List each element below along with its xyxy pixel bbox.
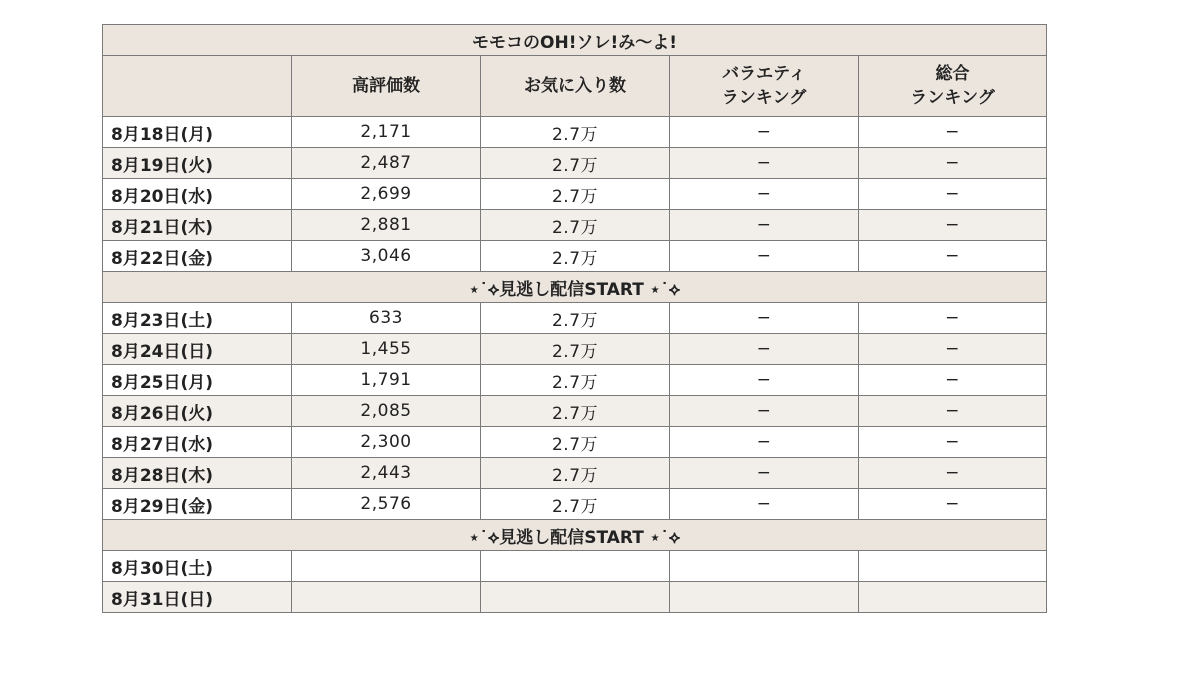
likes-cell: 1,455 [292, 334, 481, 365]
table-row [103, 148, 1047, 179]
table-row [103, 210, 1047, 241]
table-row [103, 396, 1047, 427]
overall-rank-cell: − [859, 303, 1047, 334]
likes-cell: 2,300 [292, 427, 481, 458]
table-body [103, 117, 1047, 613]
favorites-cell: 2.7万 [481, 303, 670, 334]
date-cell: 8月18日(月) [103, 117, 292, 148]
header-favorites: お気に入り数 [481, 56, 670, 117]
overall-rank-cell: − [859, 489, 1047, 520]
table-row [103, 334, 1047, 365]
overall-rank-cell: − [859, 117, 1047, 148]
divider-row [103, 272, 1047, 303]
variety-rank-cell: − [670, 427, 859, 458]
likes-cell: 2,443 [292, 458, 481, 489]
favorites-cell: 2.7万 [481, 179, 670, 210]
table-title: モモコのOH!ソレ!み〜よ! [103, 25, 1047, 56]
favorites-cell: 2.7万 [481, 334, 670, 365]
likes-cell [292, 551, 481, 582]
variety-rank-cell: − [670, 117, 859, 148]
favorites-cell: 2.7万 [481, 210, 670, 241]
likes-cell [292, 582, 481, 613]
variety-rank-cell: − [670, 210, 859, 241]
table-row [103, 489, 1047, 520]
date-cell: 8月20日(水) [103, 179, 292, 210]
favorites-cell: 2.7万 [481, 117, 670, 148]
overall-rank-cell [859, 551, 1047, 582]
variety-rank-cell: − [670, 148, 859, 179]
table-row [103, 427, 1047, 458]
favorites-cell: 2.7万 [481, 458, 670, 489]
table-row [103, 117, 1047, 148]
table-row [103, 365, 1047, 396]
overall-rank-cell: − [859, 458, 1047, 489]
variety-rank-cell: − [670, 334, 859, 365]
variety-rank-cell: − [670, 179, 859, 210]
likes-cell: 2,085 [292, 396, 481, 427]
overall-rank-cell: − [859, 148, 1047, 179]
date-cell: 8月27日(水) [103, 427, 292, 458]
header-likes: 高評価数 [292, 56, 481, 117]
variety-rank-cell [670, 582, 859, 613]
variety-rank-cell: − [670, 489, 859, 520]
favorites-cell: 2.7万 [481, 365, 670, 396]
overall-rank-cell: − [859, 210, 1047, 241]
overall-rank-cell: − [859, 179, 1047, 210]
header-date [103, 56, 292, 117]
likes-cell: 633 [292, 303, 481, 334]
date-cell: 8月21日(木) [103, 210, 292, 241]
divider-row [103, 520, 1047, 551]
date-cell: 8月24日(日) [103, 334, 292, 365]
overall-rank-cell: − [859, 241, 1047, 272]
likes-cell: 1,791 [292, 365, 481, 396]
likes-cell: 2,576 [292, 489, 481, 520]
favorites-cell: 2.7万 [481, 427, 670, 458]
date-cell: 8月22日(金) [103, 241, 292, 272]
table-row [103, 241, 1047, 272]
variety-rank-cell: − [670, 365, 859, 396]
likes-cell: 2,881 [292, 210, 481, 241]
divider-label-2: ⋆˙⟡見逃し配信START ⋆˙⟡ [103, 520, 1047, 551]
likes-cell: 2,487 [292, 148, 481, 179]
variety-rank-cell: − [670, 241, 859, 272]
variety-rank-cell [670, 551, 859, 582]
favorites-cell: 2.7万 [481, 396, 670, 427]
date-cell: 8月26日(火) [103, 396, 292, 427]
header-variety-rank: バラエティ ランキング [670, 56, 859, 117]
variety-rank-cell: − [670, 458, 859, 489]
favorites-cell: 2.7万 [481, 489, 670, 520]
table-row [103, 179, 1047, 210]
header-row [103, 56, 1047, 117]
overall-rank-cell: − [859, 365, 1047, 396]
date-cell: 8月31日(日) [103, 582, 292, 613]
table-row [103, 582, 1047, 613]
stats-table [102, 24, 1047, 613]
table-row [103, 303, 1047, 334]
table-row [103, 551, 1047, 582]
overall-rank-cell: − [859, 427, 1047, 458]
table-row [103, 458, 1047, 489]
date-cell: 8月19日(火) [103, 148, 292, 179]
likes-cell: 2,699 [292, 179, 481, 210]
variety-rank-cell: − [670, 303, 859, 334]
favorites-cell [481, 551, 670, 582]
date-cell: 8月28日(木) [103, 458, 292, 489]
date-cell: 8月29日(金) [103, 489, 292, 520]
date-cell: 8月23日(土) [103, 303, 292, 334]
divider-label-1: ⋆˙⟡見逃し配信START ⋆˙⟡ [103, 272, 1047, 303]
overall-rank-cell [859, 582, 1047, 613]
date-cell: 8月30日(土) [103, 551, 292, 582]
favorites-cell [481, 582, 670, 613]
likes-cell: 2,171 [292, 117, 481, 148]
likes-cell: 3,046 [292, 241, 481, 272]
variety-rank-cell: − [670, 396, 859, 427]
overall-rank-cell: − [859, 334, 1047, 365]
favorites-cell: 2.7万 [481, 241, 670, 272]
favorites-cell: 2.7万 [481, 148, 670, 179]
overall-rank-cell: − [859, 396, 1047, 427]
date-cell: 8月25日(月) [103, 365, 292, 396]
header-overall-rank: 総合 ランキング [859, 56, 1047, 117]
title-row [103, 25, 1047, 56]
